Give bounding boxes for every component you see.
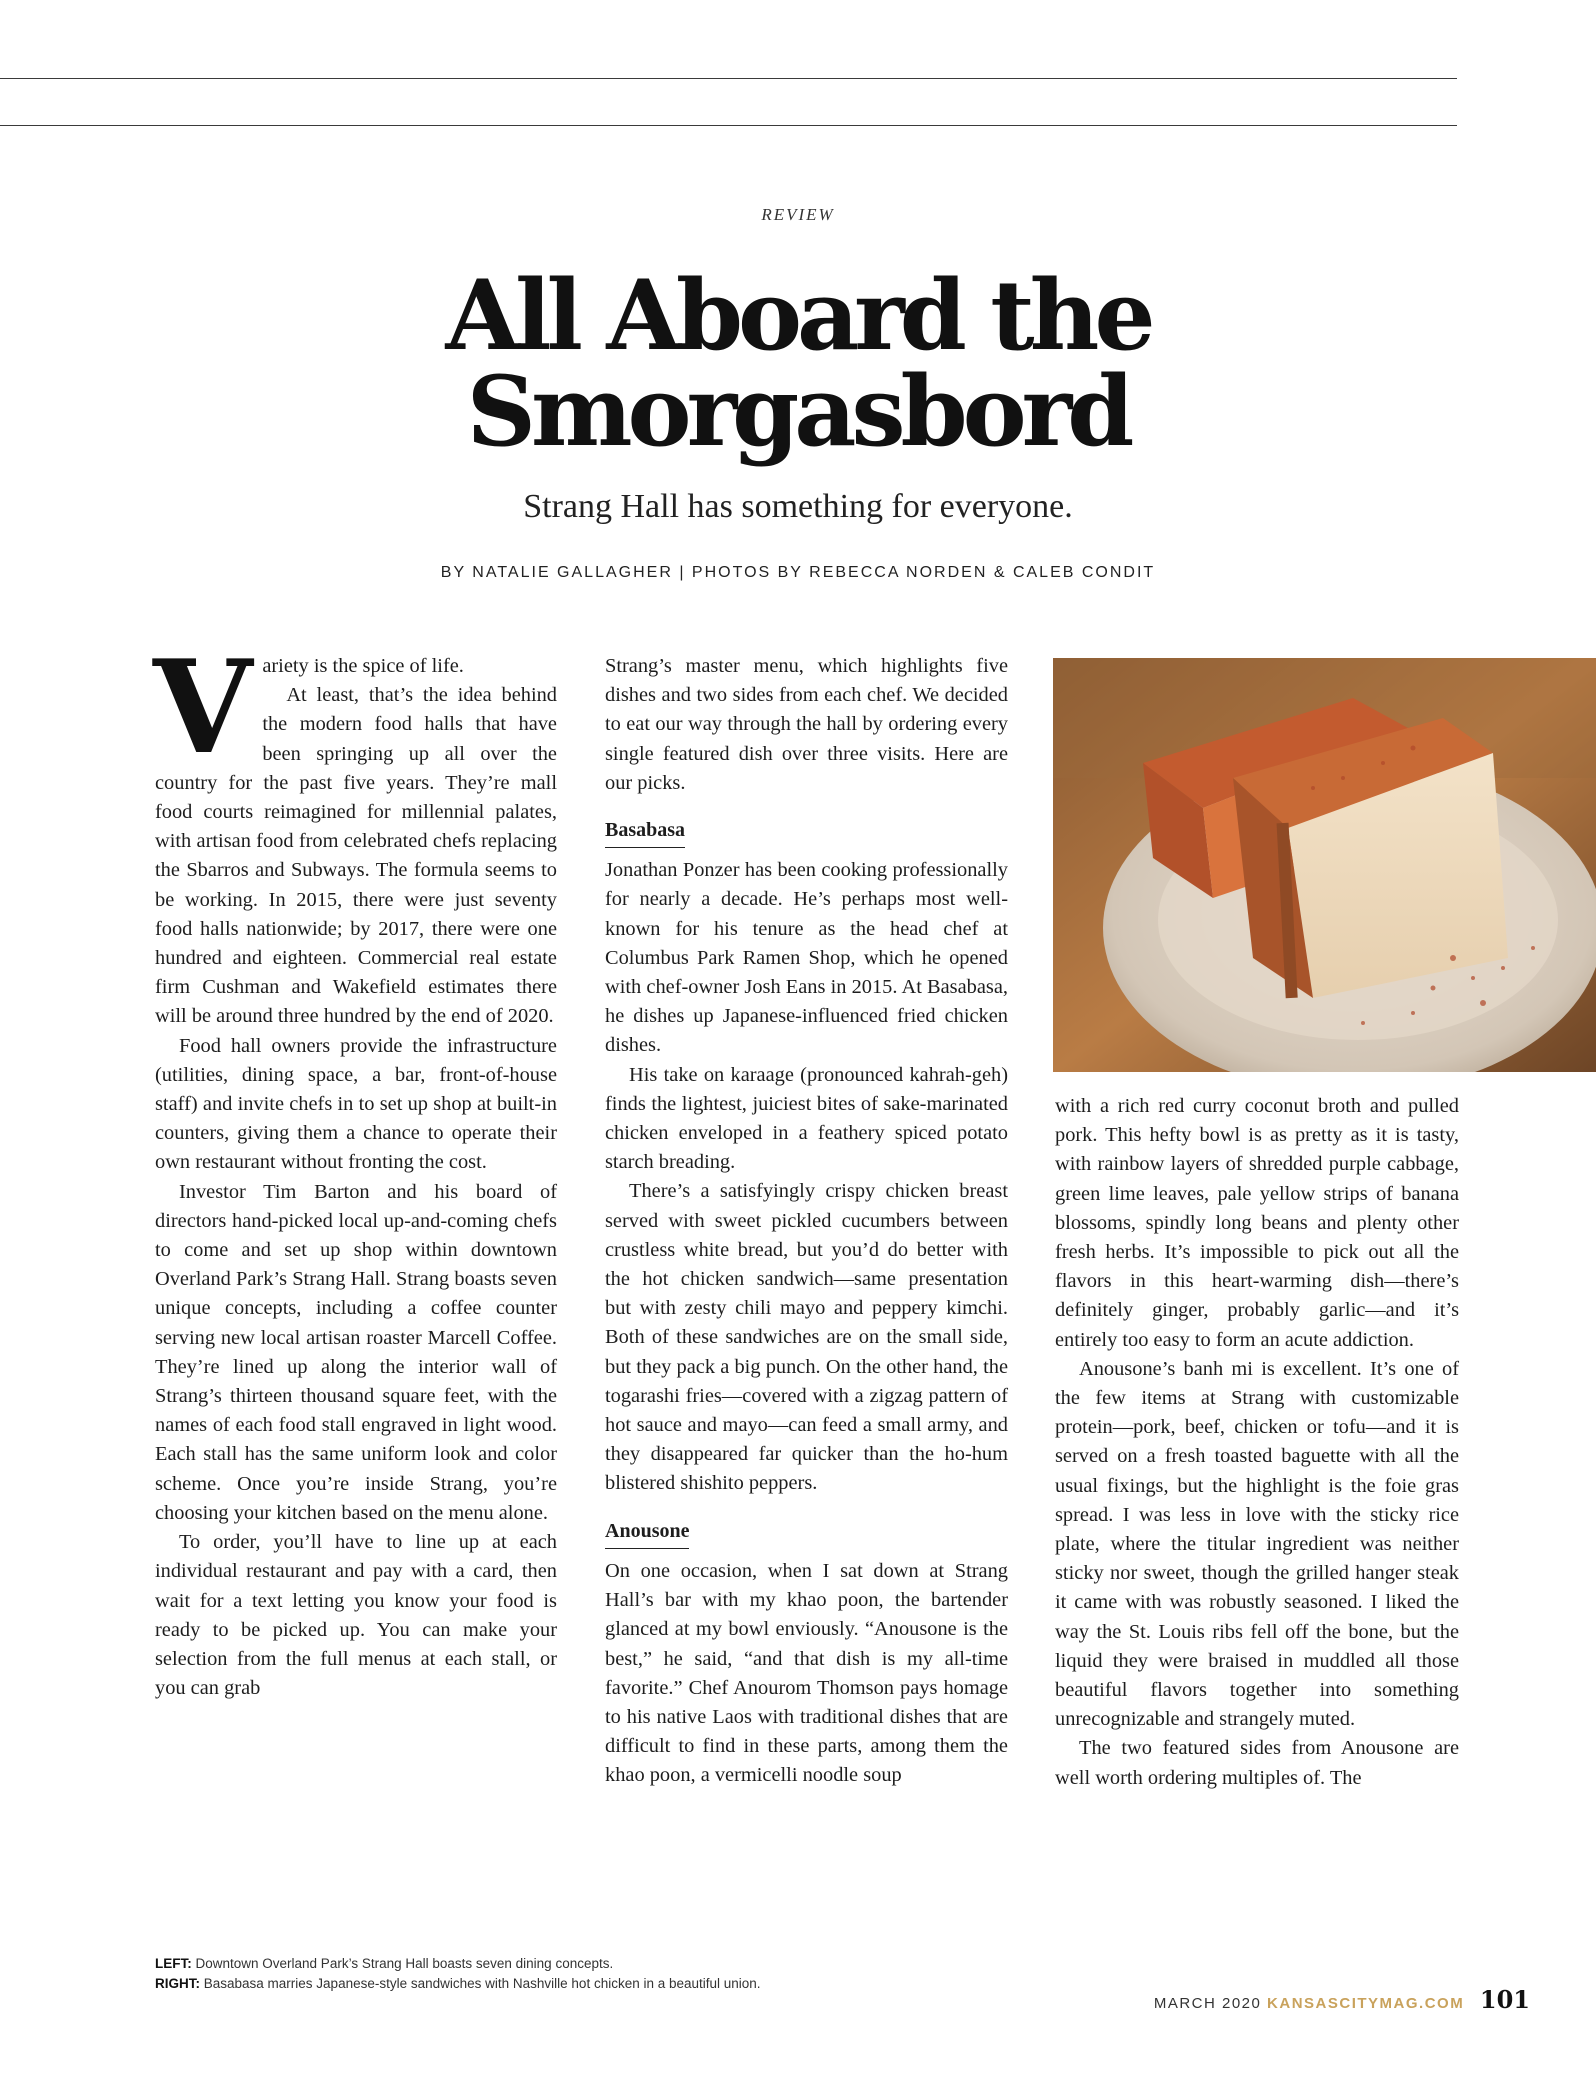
- article-column-3: [1055, 1092, 1459, 1793]
- byline: BY NATALIE GALLAGHER | PHOTOS BY REBECCA NORDEN & CALEB CONDIT: [440, 564, 1156, 581]
- paragraph: Food hall owners provide the infrastructure (utilities, dining space, a bar, front-of-house staff) and invite chefs in to set up shop at built-in counters, giving them a chance to operate their own restaurant without fronting the cost.: [155, 1034, 557, 1174]
- paragraph: At least, that’s the idea behind the modern food halls that have been springing up all over the country for the past five years. They’re mall food courts reimagined for millennial palates, with artisan food from celebrated chefs replacing the Sbarros and Subways. The formula seems to be working. In 2015, there were just seventy food halls nationwide; by 2017, there were one hundred and eighteen. Commercial real estate firm Cushman and Wakefield estimates there will be around three hundred by the end of 2020.: [155, 684, 557, 1028]
- paragraph: On one occasion, when I sat down at Strang Hall’s bar with my khao poon, the bartender glanced at my bowl enviously. “Anousone is the best,” he said, “and that dish is my all-time favorite.” Chef Anourom Thomson pays homage to his native Laos with traditional dishes that are difficult to find in these parts, among them the khao poon, a vermicelli noodle soup: [605, 1559, 1008, 1787]
- sandwich-photo: [1053, 658, 1596, 1072]
- caption-label: RIGHT:: [155, 1976, 200, 1991]
- paragraph: ariety is the spice of life.: [262, 655, 464, 677]
- section-kicker: REVIEW: [761, 205, 835, 224]
- paragraph: To order, you’ll have to line up at each individual restaurant and pay with a card, then wait for a text letting you know your food is ready to be picked up. You can make your selection from the full menus at each stall, or you can grab: [155, 1531, 557, 1700]
- paragraph: Jonathan Ponzer has been cooking professionally for nearly a decade. He’s perhaps most well-known for his tenure as the head chef at Columbus Park Ramen Shop, which he opened with chef-owner Josh Eans in 2015. At Basabasa, he dishes up Japanese-influenced fried chicken dishes.: [605, 859, 1008, 1057]
- paragraph: There’s a satisfyingly crispy chicken breast served with sweet pickled cucumbers between crustless white bread, but you’d do better with the hot chicken sandwich—same presentation but with zesty chili mayo and peppery kimchi. Both of these sandwiches are on the small side, but they pack a big punch. On the other hand, the togarashi fries—covered with a zigzag pattern of hot sauce and mayo—can feed a small army, and they disappeared far quicker than the ho-hum blistered shishito peppers.: [605, 1180, 1008, 1495]
- website-link[interactable]: KANSASCITYMAG.COM: [1267, 1995, 1465, 2012]
- caption-text: Basabasa marries Japanese-style sandwiches with Nashville hot chicken in a beautiful union.: [200, 1976, 761, 1991]
- paragraph: The two featured sides from Anousone are well worth ordering multiples of. The: [1055, 1737, 1459, 1789]
- issue-date: MARCH 2020: [1153, 1995, 1262, 2012]
- caption-left: [155, 1954, 955, 1974]
- paragraph: His take on karaage (pronounced kahrah-geh) finds the lightest, juiciest bites of sake-marinated chicken enveloped in a feathery spiced potato starch breading.: [605, 1063, 1008, 1174]
- page-folio: [1154, 1985, 1530, 2014]
- dek: Strang Hall has something for everyone.: [523, 488, 1073, 525]
- caption-text: Downtown Overland Park’s Strang Hall boasts seven dining concepts.: [191, 1956, 614, 1971]
- caption-right: [155, 1974, 955, 1994]
- photo-captions: [155, 1954, 955, 1994]
- top-rule: [0, 78, 1457, 79]
- paragraph: Investor Tim Barton and his board of directors hand-picked local up-and-coming chefs to come and set up shop within downtown Overland Park’s Strang Hall. Strang boasts seven unique concepts, including a coffee counter serving new local artisan roaster Marcell Coffee. They’re lined up along the interior wall of Strang’s thirteen thousand square feet, with the names of each food stall engraved in light wood. Each stall has the same uniform look and color scheme. Once you’re inside Strang, you’re choosing your kitchen based on the menu alone.: [155, 1180, 557, 1524]
- article-column-2: [605, 652, 1008, 1791]
- subhead-anousone: Anousone: [605, 1517, 689, 1549]
- paragraph: Strang’s master menu, which highlights five dishes and two sides from each chef. We decided to eat our way through the hall by ordering every single featured dish over three visits. Here are our picks.: [605, 655, 1008, 794]
- page-number: 101: [1479, 1985, 1530, 2014]
- drop-cap: V: [153, 633, 253, 783]
- article-column-1: [153, 633, 557, 1703]
- headline-line-2: Smorgasbord: [466, 355, 1130, 468]
- paragraph: with a rich red curry coconut broth and pulled pork. This hefty bowl is as pretty as it is tasty, with rainbow layers of shredded purple cabbage, green lime leaves, pale yellow strips of banana blossoms, spindly long beans and plenty other fresh herbs. It’s impossible to pick out all the flavors in this heart-warming dish—there’s definitely ginger, probably garlic—and it’s entirely too easy to form an acute addiction.: [1055, 1095, 1459, 1351]
- headline: [0, 259, 1596, 468]
- second-rule: [0, 125, 1457, 126]
- headline-line-1: All Aboard the: [445, 259, 1151, 372]
- caption-label: LEFT:: [155, 1956, 192, 1971]
- subhead-basabasa: Basabasa: [605, 816, 685, 848]
- paragraph: Anousone’s banh mi is excellent. It’s one of the few items at Strang with customizable protein—pork, beef, chicken or tofu—and it is served on a fresh toasted baguette with all the usual fixings, but the highlight is the foie gras spread. I was less in love with the sticky rice plate, where the titular ingredient was neither sticky nor sweet, though the grilled hanger steak it came with was robustly seasoned. I liked the way the St. Louis ribs fell off the bone, but the liquid they were braised in muddled all those beautiful flavors together into something unrecognizable and strangely muted.: [1055, 1357, 1459, 1731]
